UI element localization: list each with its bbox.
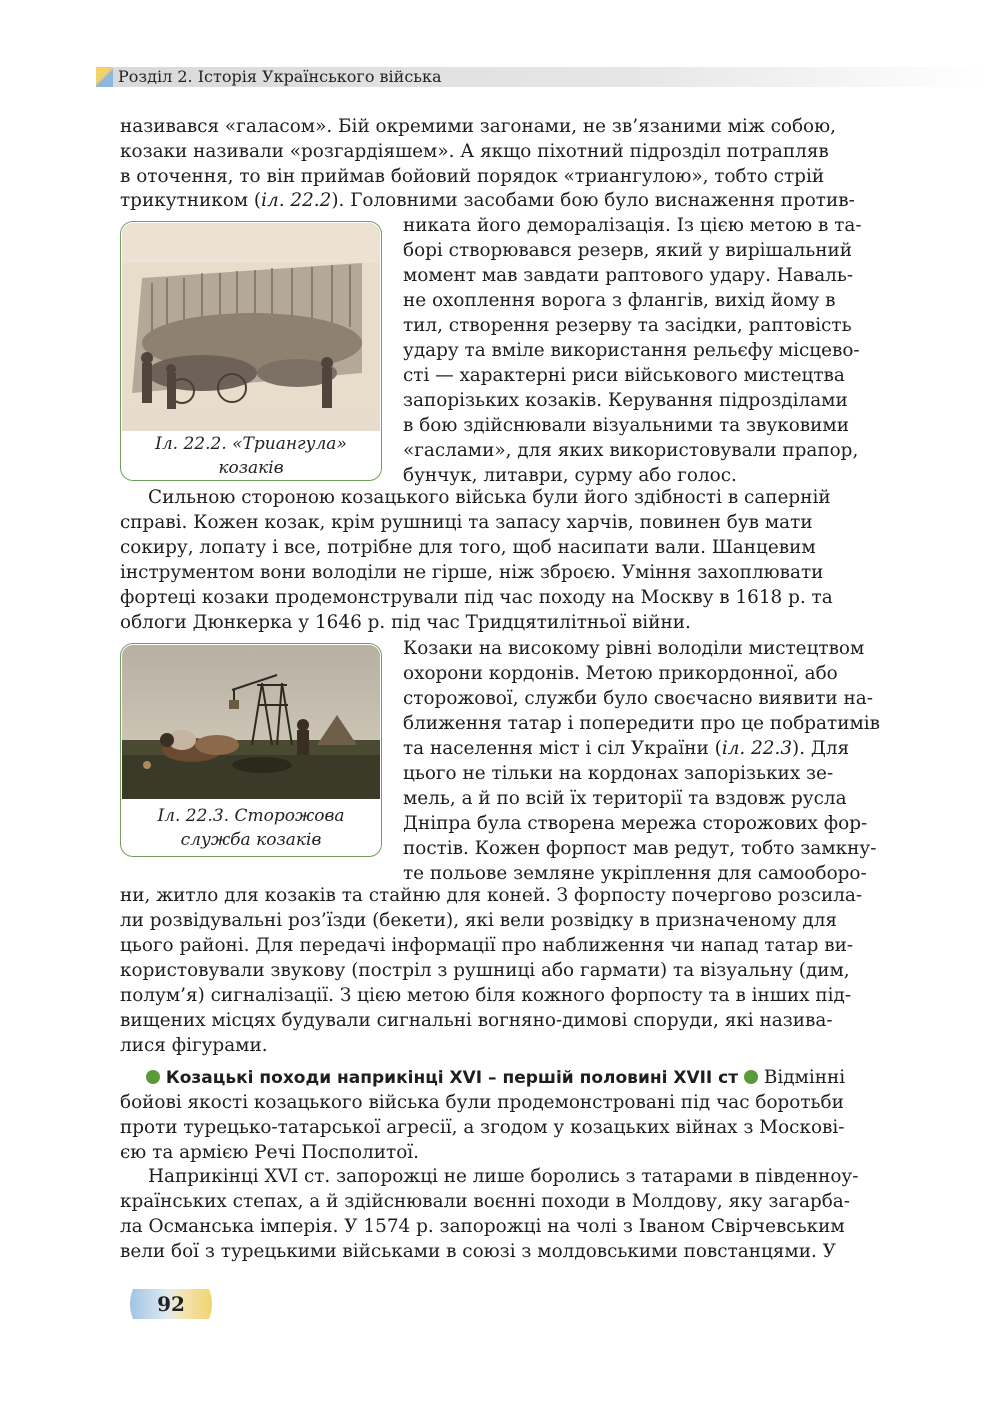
header-mark-icon	[96, 67, 113, 87]
text-line: те польове земляне укріплення для самооборо-	[403, 863, 867, 884]
text-line: сті — характерні риси військового мистецтва	[403, 365, 845, 386]
text-line	[120, 189, 855, 213]
text-line: вищених місцях будували сигнальні вогняно-димові споруди, які назива-	[120, 1010, 833, 1031]
text-fragment: ). Для	[792, 738, 850, 759]
header-title: Розділ 2. Історія Українського війська	[118, 67, 442, 86]
text-line: єю та армією Речі Посполитої.	[120, 1142, 420, 1163]
text-line: облоги Дюнкерка у 1646 р. під час Тридцятилітньої війни.	[120, 612, 691, 633]
text-line: постів. Кожен форпост мав редут, тобто замкну-	[403, 838, 877, 859]
caption-line: служба козаків	[180, 830, 322, 850]
caption-line: козаків	[218, 458, 284, 478]
text-fragment: та населення міст і сіл України (	[403, 738, 722, 759]
text-line: запорізьких козаків. Керування підрозділами	[403, 390, 848, 411]
text-line: ли розвідувальні роз’їзди (бекети), які вели розвідку в призначеному для	[120, 910, 838, 931]
text-line: фортеці козаки продемонстрували під час походу на Москву в 1618 р. та	[120, 587, 833, 608]
page-header	[96, 67, 986, 87]
text-line: проти турецько-татарської агресії, а згодом у козацьких війнах з Москові-	[120, 1117, 845, 1138]
text-line: борі створювався резерв, який у вирішальний	[403, 240, 853, 261]
text-line: країнських степах, а й здійснювали воєнні походи в Молдову, яку загарба-	[120, 1191, 850, 1212]
text-line: сторожової, служби було своєчасно виявити на-	[403, 688, 873, 709]
text-fragment: трикутником (	[120, 190, 262, 211]
text-line: охорони кордонів. Метою прикордонної, або	[403, 663, 838, 684]
text-line: удару та вміле використання рельєфу місцево-	[403, 340, 860, 361]
text-fragment: ). Головними засобами бою було виснаження против-	[331, 190, 855, 211]
bullet-icon	[744, 1070, 758, 1084]
text-line: тил, створення резерву та засідки, раптовість	[403, 315, 852, 336]
figure-reference: іл. 22.2	[261, 190, 332, 211]
text-line: мель, а й по всій їх території та вздовж русла	[403, 788, 847, 809]
section-title: Козацькі походи наприкінці XVI – першій половині XVII ст	[165, 1068, 739, 1088]
text-line: називався «галасом». Бій окремими загонами, не зв’язаними між собою,	[120, 116, 836, 137]
text-line: ла Османська імперія. У 1574 р. запорожці на чолі з Іваном Свірчевським	[120, 1216, 845, 1237]
text-line: Козаки на високому рівні володіли мистецтвом	[403, 638, 865, 659]
text-line: інструментом вони володіли не гірше, ніж зброєю. Уміння захоплювати	[120, 562, 824, 583]
text-line: цього не тільки на кордонах запорізьких зе-	[403, 763, 834, 784]
text-line: ближення татар і попередити про це побратимів	[403, 713, 880, 734]
page-number: 92	[157, 1292, 185, 1316]
figure-caption	[121, 804, 381, 852]
text-line: ни, житло для козаків та стайню для коней. З форпосту почергово розсила-	[120, 885, 863, 906]
text-line: цього районі. Для передачі інформації про наближення чи напад татар ви-	[120, 935, 854, 956]
text-line: Наприкінці XVI ст. запорожці не лише боролись з татарами в південноу-	[148, 1166, 859, 1187]
text-line	[403, 737, 849, 761]
text-line: Сильною стороною козацького війська були його здібності в саперній	[148, 487, 831, 508]
text-line: никата його деморалізація. Із цією метою в та-	[403, 215, 862, 236]
figure-reference: іл. 22.3	[721, 738, 793, 759]
text-line: Дніпра була створена мережа сторожових фор-	[403, 813, 868, 834]
caption-line: Іл. 22.3. Сторожова	[157, 806, 345, 826]
guard-service-painting	[122, 645, 380, 799]
text-line: в бою здійснювали візуальними та звуковими	[403, 415, 849, 436]
text-line: справі. Кожен козак, крім рушниці та запасу харчів, повинен був мати	[120, 512, 813, 533]
bullet-icon	[146, 1070, 160, 1084]
page-number-badge	[125, 1285, 217, 1323]
text-fragment: Відмінні	[763, 1067, 846, 1088]
text-line: козаки називали «розгардіяшем». А якщо піхотний підрозділ потрапляв	[120, 141, 829, 162]
figure-triangula	[120, 221, 382, 481]
text-line: бойові якості козацького війська були продемонстровані під час боротьби	[120, 1092, 844, 1113]
text-line: вели бої з турецькими військами в союзі з молдовськими повстанцями. У	[120, 1241, 836, 1262]
text-line: «гаслами», для яких використовували прапор,	[403, 440, 859, 461]
caption-line: Іл. 22.2. «Триангула»	[155, 434, 347, 454]
text-line: бунчук, литаври, сурму або голос.	[403, 465, 737, 486]
text-line: користовували звукову (постріл з рушниці або гармати) та візуальну (дим,	[120, 960, 850, 981]
figure-caption	[121, 432, 381, 480]
text-line: момент мав завдати раптового удару. Наваль-	[403, 265, 854, 286]
text-line: не охоплення ворога з флангів, вихід йому в	[403, 290, 836, 311]
section-heading-line	[146, 1066, 845, 1090]
text-line: сокиру, лопату і все, потрібне для того, щоб насипати вали. Шанцевим	[120, 537, 816, 558]
figure-guard-service	[120, 643, 382, 857]
text-line: в оточення, то він приймав бойовий порядок «триангулою», тобто стрій	[120, 166, 825, 187]
triangula-illustration	[122, 223, 380, 431]
text-line: полум’я) сигналізації. З цією метою біля кожного форпосту та в інших під-	[120, 985, 852, 1006]
text-line: лися фігурами.	[120, 1035, 268, 1056]
